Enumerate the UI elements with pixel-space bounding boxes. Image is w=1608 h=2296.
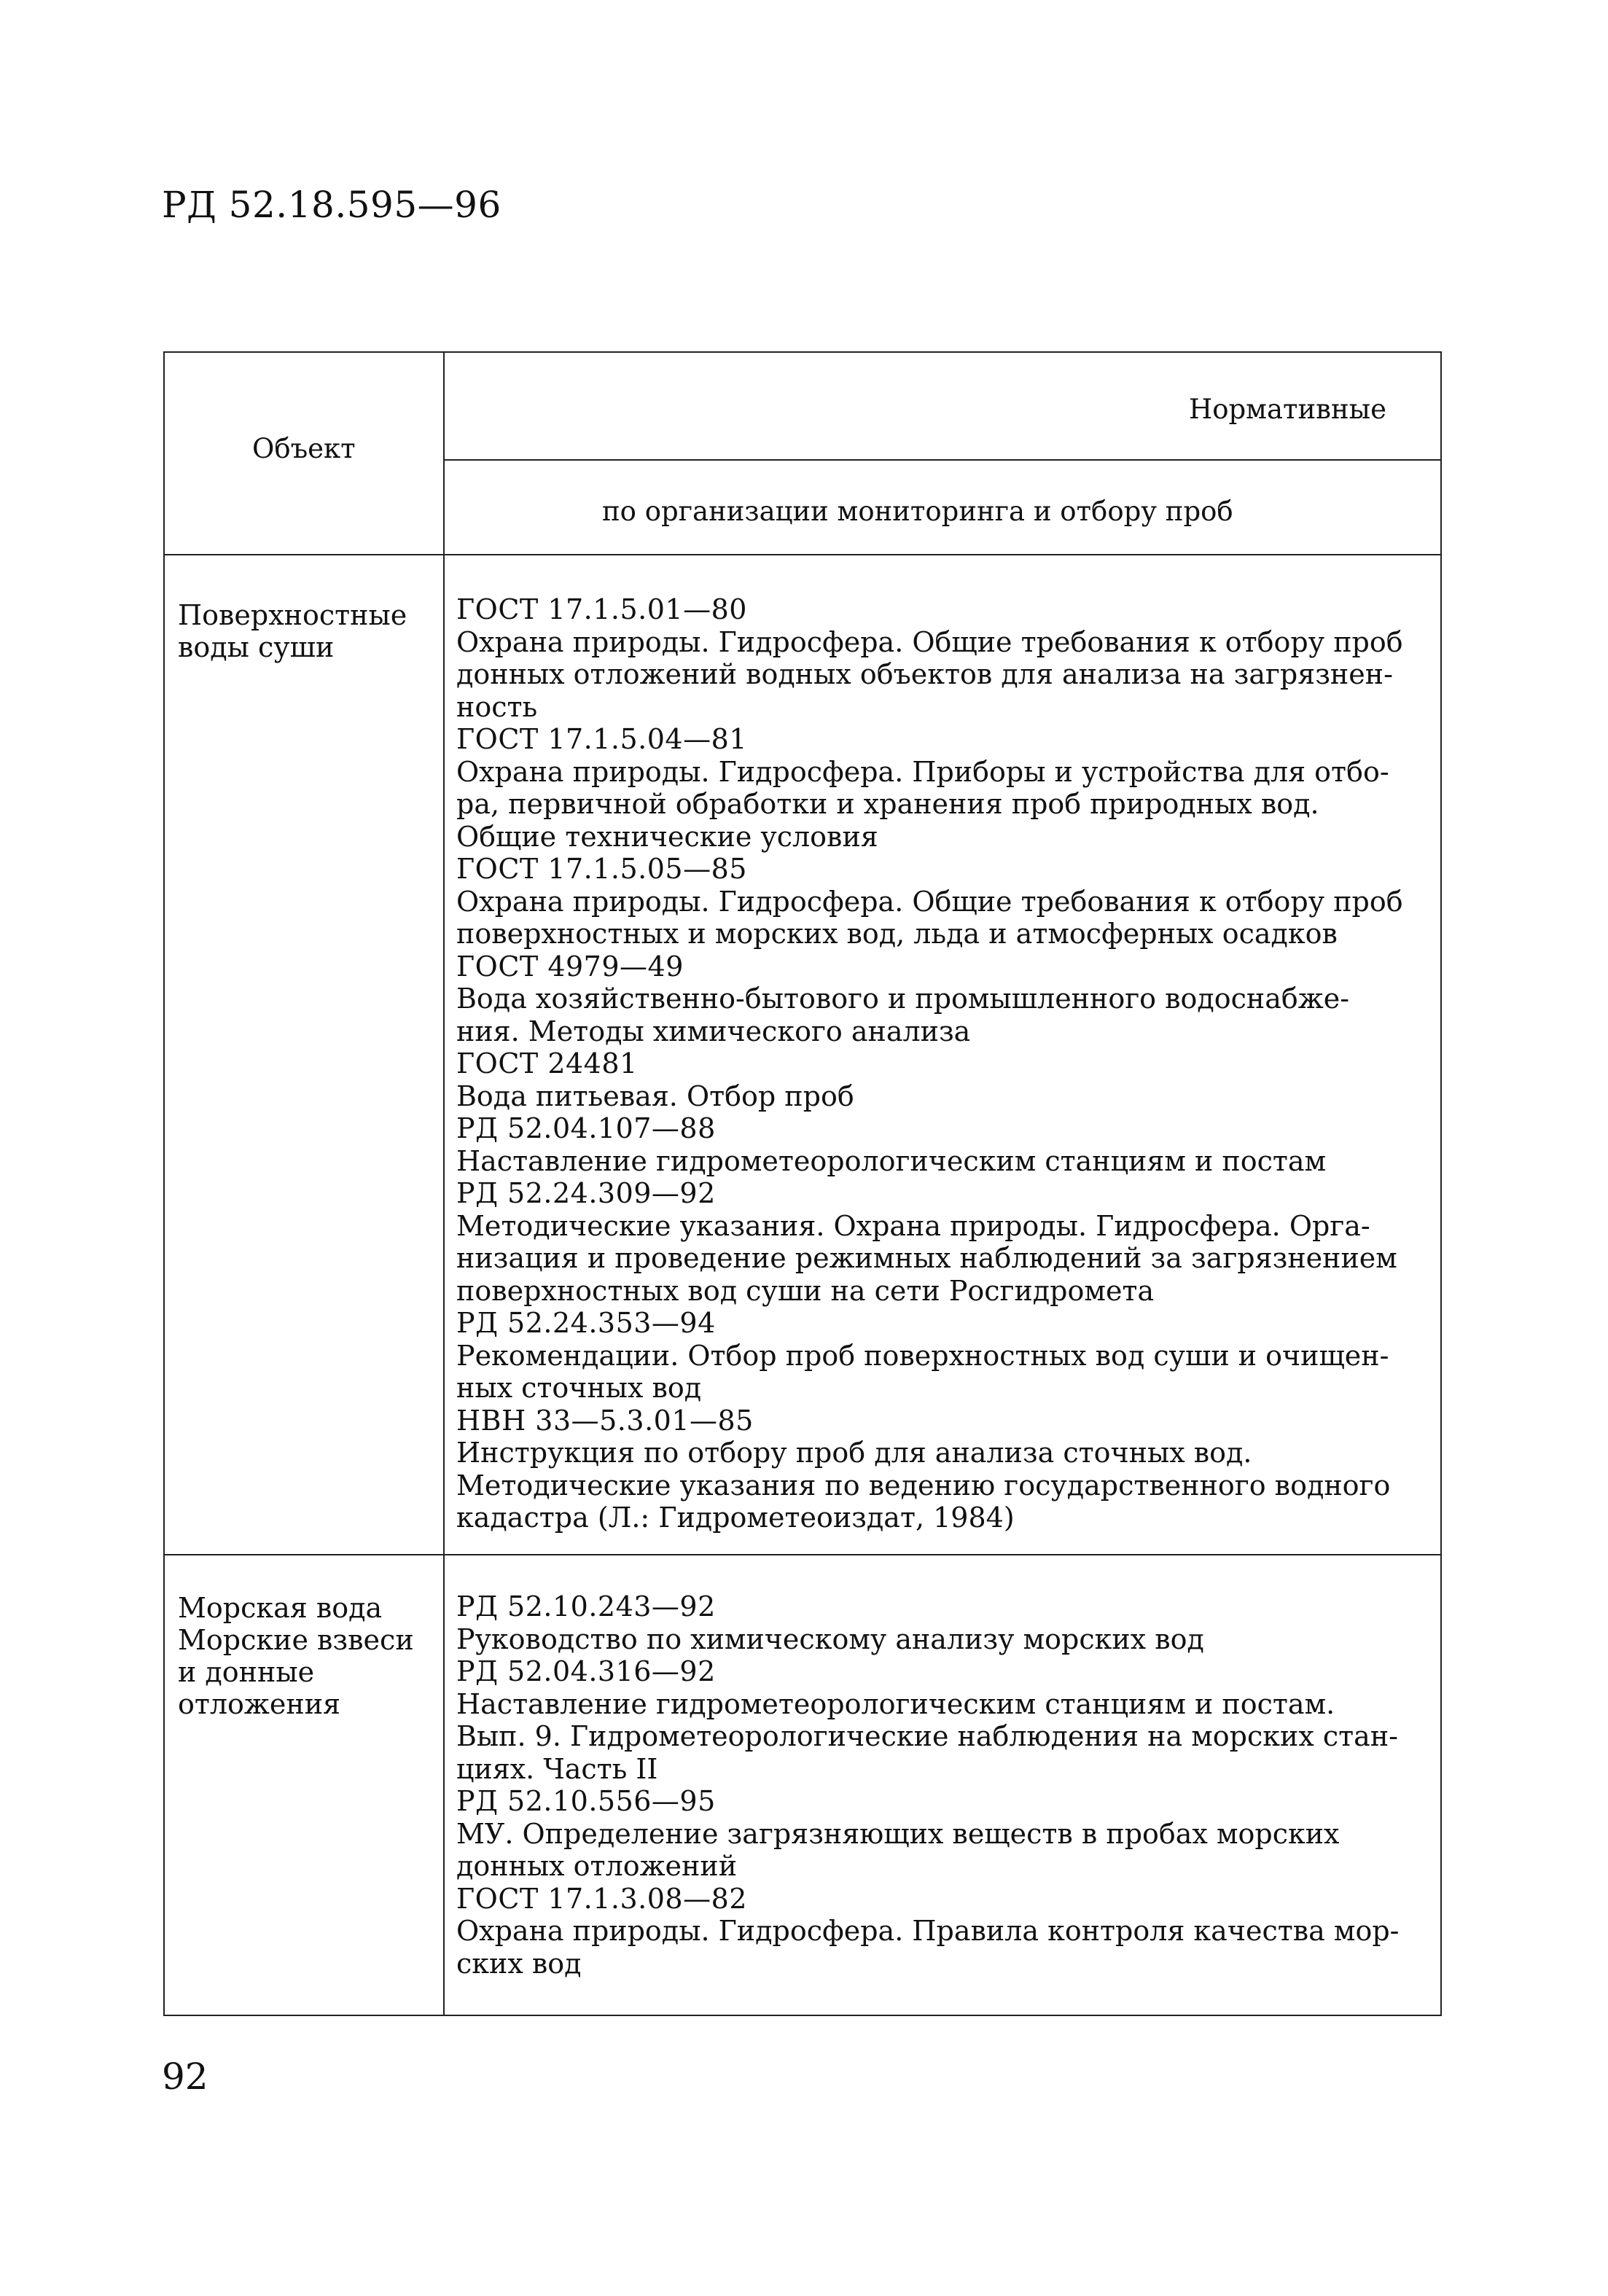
reference-code: ГОСТ 17.1.5.04—81 <box>456 723 747 755</box>
column-subheader-monitoring: по организации мониторинга и отбору проб <box>602 496 1233 527</box>
reference-title: Наставление гидрометеорологическим станциям и постам. <box>456 1687 1335 1720</box>
reference-code: РД 52.24.309—92 <box>456 1177 716 1209</box>
reference-title: Методические указания по ведению государственного водного <box>456 1469 1391 1502</box>
reference-title: Вода хозяйственно-бытового и промышленного водоснабже- <box>456 983 1350 1015</box>
reference-title: Вып. 9. Гидрометеорологические наблюдения на морских стан- <box>456 1720 1398 1752</box>
reference-title: МУ. Определение загрязняющих веществ в пробах морских <box>456 1817 1340 1850</box>
header-subdivider <box>443 459 1440 461</box>
reference-title: Общие технические условия <box>456 820 878 853</box>
page-number: 92 <box>162 2055 208 2098</box>
reference-title: Методические указания. Охрана природы. Гидросфера. Орга- <box>456 1209 1370 1242</box>
reference-title: кадастра (Л.: Гидрометеоиздат, 1984) <box>456 1502 1015 1534</box>
row-references-sea-water <box>456 1590 1426 1980</box>
reference-title: ных сточных вод <box>456 1372 702 1404</box>
reference-title: Охрана природы. Гидросфера. Правила контроля качества мор- <box>456 1915 1400 1947</box>
object-line: Морские взвеси <box>178 1624 414 1656</box>
reference-title: ских вод <box>456 1947 582 1980</box>
reference-title: Инструкция по отбору проб для анализа сточных вод. <box>456 1437 1252 1469</box>
normative-table <box>163 351 1442 2016</box>
reference-code: ГОСТ 17.1.5.05—85 <box>456 853 747 885</box>
reference-title: Охрана природы. Гидросфера. Общие требования к отбору проб <box>456 885 1403 918</box>
header-bottom-rule <box>165 554 1440 555</box>
reference-code: РД 52.10.556—95 <box>456 1785 716 1817</box>
reference-title: поверхностных вод суши на сети Росгидромета <box>456 1274 1155 1307</box>
object-line: воды суши <box>178 631 335 663</box>
object-line: Морская вода <box>178 1592 383 1624</box>
reference-title: низация и проведение режимных наблюдений за загрязнением <box>456 1242 1397 1274</box>
reference-title: Наставление гидрометеорологическим станциям и постам <box>456 1144 1327 1177</box>
reference-title: ра, первичной обработки и хранения проб природных вод. <box>456 788 1319 820</box>
reference-title: ность <box>456 690 538 723</box>
reference-title: Рекомендации. Отбор проб поверхностных вод суши и очищен- <box>456 1339 1389 1372</box>
object-line: отложения <box>178 1688 340 1720</box>
reference-title: Охрана природы. Гидросфера. Приборы и устройства для отбо- <box>456 755 1389 788</box>
document-code: РД 52.18.595—96 <box>162 184 501 226</box>
row-references-surface-water <box>456 593 1426 1534</box>
row-object-surface-water <box>178 599 407 663</box>
reference-title: Вода питьевая. Отбор проб <box>456 1079 854 1112</box>
column-divider <box>443 353 445 2015</box>
object-line: Поверхностные <box>178 599 407 631</box>
reference-title: донных отложений <box>456 1850 738 1882</box>
reference-code: РД 52.04.107—88 <box>456 1112 716 1144</box>
reference-title: поверхностных и морских вод, льда и атмосферных осадков <box>456 918 1338 950</box>
reference-code: ГОСТ 17.1.3.08—82 <box>456 1882 747 1915</box>
row-divider <box>165 1554 1440 1555</box>
reference-code: ГОСТ 24481 <box>456 1047 638 1079</box>
row-object-sea-water <box>178 1592 414 1720</box>
column-header-object: Объект <box>252 433 356 464</box>
reference-title: Руководство по химическому анализу морских вод <box>456 1623 1204 1655</box>
reference-title: ния. Методы химического анализа <box>456 1015 971 1047</box>
reference-code: ГОСТ 4979—49 <box>456 950 684 983</box>
reference-code: НВН 33—5.3.01—85 <box>456 1404 754 1437</box>
reference-code: РД 52.24.353—94 <box>456 1307 716 1339</box>
column-header-normative: Нормативные <box>1188 394 1386 425</box>
object-line: и донные <box>178 1656 315 1688</box>
reference-code: ГОСТ 17.1.5.01—80 <box>456 593 747 625</box>
reference-title: циях. Часть II <box>456 1752 658 1785</box>
reference-code: РД 52.10.243—92 <box>456 1590 716 1623</box>
reference-title: донных отложений водных объектов для анализа на загрязнен- <box>456 658 1393 690</box>
reference-title: Охрана природы. Гидросфера. Общие требования к отбору проб <box>456 625 1403 658</box>
reference-code: РД 52.04.316—92 <box>456 1655 716 1687</box>
